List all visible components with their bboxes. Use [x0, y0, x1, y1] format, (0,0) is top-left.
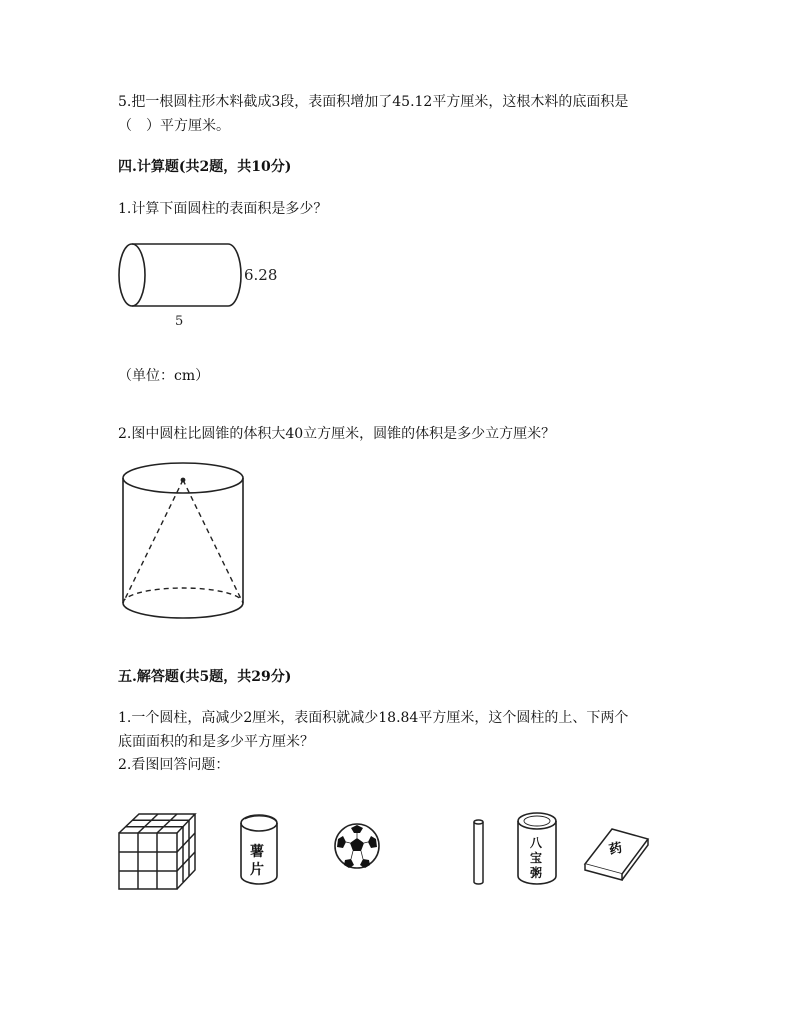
- s5-q2-text: 2.看图回答问题：: [118, 757, 230, 773]
- cone-apex-dot: [181, 478, 186, 483]
- cone-left-slant: [123, 480, 183, 603]
- q5-line2: （ ）平方厘米。: [118, 118, 230, 134]
- horizontal-cylinder-diagram: [118, 238, 298, 328]
- cylinder-height-label: 6.28: [244, 266, 278, 284]
- svg-text:药: 药: [607, 840, 624, 859]
- cylinder-left-end: [119, 244, 145, 306]
- cylinder-right-end: [228, 244, 241, 306]
- soccer-ball-icon: [333, 822, 385, 874]
- q5-line1: 5.把一根圆柱形木料截成3段，表面积增加了45.12平方厘米，这根木料的底面积是: [118, 94, 629, 110]
- cone-right-slant: [183, 480, 243, 603]
- chips-can-icon: [237, 812, 287, 887]
- s5-q1-line2: 底面面积的和是多少平方厘米？: [118, 734, 314, 750]
- section5-heading: 五.解答题(共5题，共29分): [118, 669, 292, 685]
- svg-text:粥: 粥: [530, 866, 543, 880]
- svg-text:八: 八: [530, 836, 543, 850]
- cylinder-cone-diagram: [117, 462, 257, 627]
- medicine-box-icon: [582, 826, 652, 886]
- section4-heading: 四.计算题(共2题，共10分): [118, 159, 292, 175]
- rubiks-cube-icon: [117, 810, 197, 890]
- stick-icon: [467, 816, 491, 886]
- svg-text:片: 片: [250, 862, 264, 878]
- cylinder-bottom-back: [123, 588, 243, 603]
- s4-q1-text: 1.计算下面圆柱的表面积是多少？: [118, 201, 328, 217]
- s5-q1-line1: 1.一个圆柱，高减少2厘米，表面积就减少18.84平方厘米，这个圆柱的上、下两个: [118, 710, 629, 726]
- cylinder-length-label: 5: [175, 314, 184, 329]
- svg-text:宝: 宝: [530, 851, 543, 865]
- cylinder-bottom-front: [123, 603, 243, 618]
- s4-q2-text: 2.图中圆柱比圆锥的体积大40立方厘米，圆锥的体积是多少立方厘米？: [118, 426, 556, 442]
- porridge-can-icon: [513, 810, 563, 885]
- s4-q1-unit: （单位：cm）: [118, 368, 210, 384]
- svg-text:薯: 薯: [250, 844, 264, 860]
